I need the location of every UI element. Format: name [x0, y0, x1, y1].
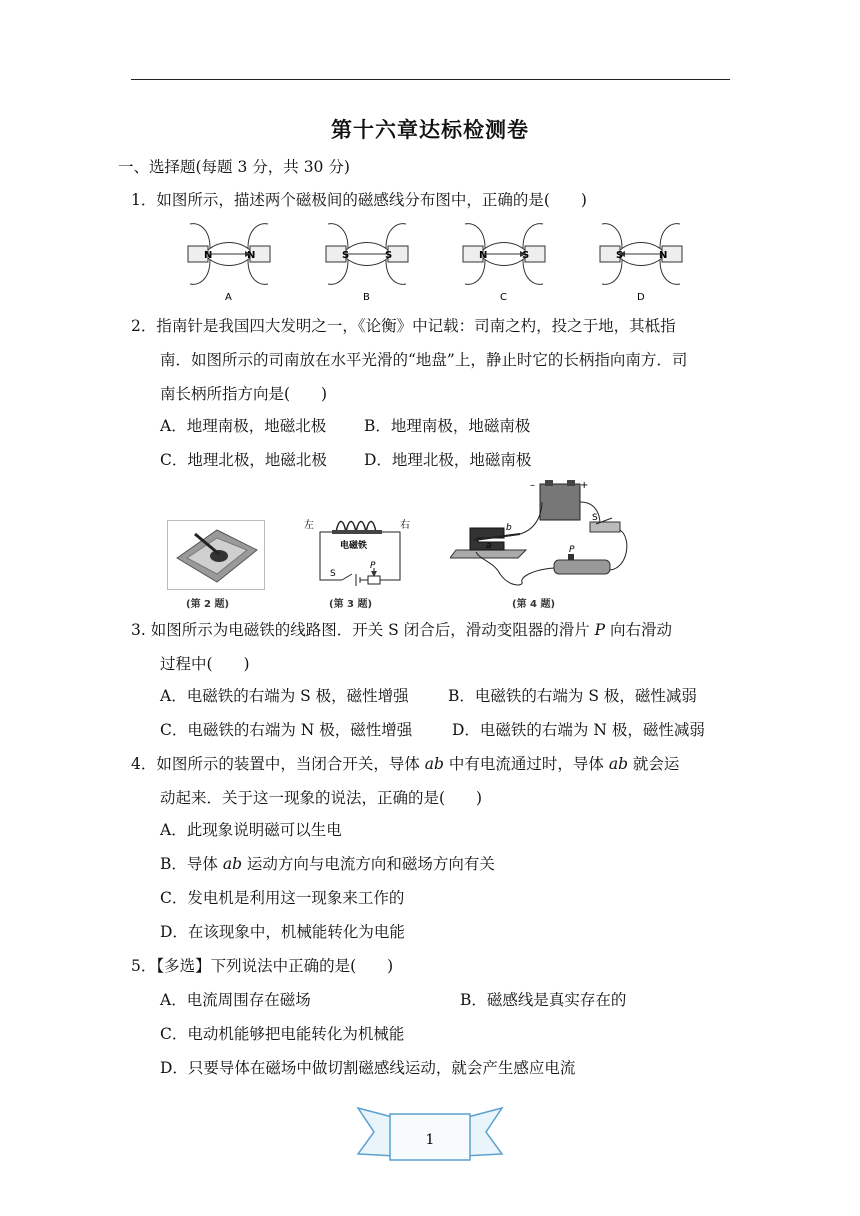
magnet-diagram-d — [600, 224, 682, 303]
q3-stem-line1: 3. 如图所示为电磁铁的线路图．开关 S 闭合后，滑动变阻器的滑片 P 向右滑动 — [131, 621, 672, 639]
magnet-d-left-pole: S — [616, 250, 624, 261]
q4-option-c: C．发电机是利用这一现象来工作的 — [160, 889, 405, 907]
q2-option-c: C．地理北极，地磁北极 — [160, 451, 327, 469]
option-b-label: B — [363, 292, 370, 303]
option-c-label: C — [500, 292, 507, 303]
q2-figure-caption: (第 2 题) — [186, 599, 230, 610]
q2-option-b: B．地理南极，地磁南极 — [364, 417, 531, 435]
q5-option-d: D．只要导体在磁场中做切割磁感线运动，就会产生感应电流 — [160, 1059, 576, 1077]
q4-option-a: A．此现象说明磁可以生电 — [160, 821, 342, 839]
q3-figure-caption: (第 3 题) — [329, 599, 373, 610]
q4-stem-line1: 4．如图所示的装置中，当闭合开关，导体 ab 中有电流通过时，导体 ab 就会运 — [131, 755, 680, 773]
q3-option-a: A．电磁铁的右端为 S 极，磁性增强 — [160, 687, 409, 705]
option-a-label: A — [225, 292, 232, 303]
q2-option-a: A．地理南极，地磁北极 — [160, 417, 327, 435]
q5-stem: 5．【多选】下列说法中正确的是( ) — [131, 957, 394, 975]
battery-plus: + — [580, 480, 589, 491]
q3-option-c: C．电磁铁的右端为 N 极，磁性增强 — [160, 721, 413, 739]
section-heading: 一、选择题(每题 3 分，共 30 分) — [118, 158, 350, 176]
q2-stem-line1: 2．指南针是我国四大发明之一，《论衡》中记载：司南之杓，投之于地，其柢指 — [131, 317, 676, 335]
q4-rod-b: b — [506, 523, 512, 533]
q3-option-d: D．电磁铁的右端为 N 极，磁性减弱 — [452, 721, 705, 739]
magnet-a-right-pole: N — [247, 250, 256, 261]
q3-circuit-figure — [302, 514, 414, 594]
q3-core-label: 电磁铁 — [340, 541, 368, 551]
q1-stem: 1．如图所示，描述两个磁极间的磁感线分布图中，正确的是( ) — [131, 191, 587, 209]
q4-rod-a: a — [486, 541, 492, 551]
q3-stem-line2: 过程中( ) — [160, 655, 250, 673]
q2-stem-line2: 南．如图所示的司南放在水平光滑的“地盘”上，静止时它的长柄指向南方．司 — [160, 351, 688, 369]
magnet-c-right-pole: S — [522, 250, 530, 261]
magnet-diagram-a — [188, 224, 270, 303]
q2-sinan-figure — [167, 520, 265, 590]
q2-option-d: D．地理北极，地磁南极 — [364, 451, 532, 469]
q3-switch-label: S — [330, 569, 336, 579]
magnet-a-left-pole: N — [204, 250, 213, 261]
page-number-ribbon — [356, 1104, 504, 1164]
q4-option-b: B．导体 ab 运动方向与电流方向和磁场方向有关 — [160, 855, 495, 873]
q4-stem-line2: 动起来．关于这一现象的说法，正确的是( ) — [160, 789, 483, 807]
q4-option-d: D．在该现象中，机械能转化为电能 — [160, 923, 405, 941]
q4-slider-label: P — [569, 545, 575, 555]
magnet-b-left-pole: S — [342, 250, 350, 261]
q3-right-label: 右 — [400, 520, 410, 531]
magnet-c-left-pole: N — [479, 250, 488, 261]
header-rule — [131, 79, 730, 80]
q2-stem-line3: 南长柄所指方向是( ) — [160, 385, 328, 403]
q4-switch-label: S — [592, 513, 598, 523]
q3-var-p: P — [594, 621, 606, 639]
magnet-diagram-c — [463, 224, 545, 303]
option-d-label: D — [637, 292, 645, 303]
battery-minus: – — [530, 480, 535, 491]
q3-option-b: B．电磁铁的右端为 S 极，磁性减弱 — [448, 687, 697, 705]
magnet-b-right-pole: S — [385, 250, 393, 261]
q4-apparatus-figure — [450, 478, 640, 592]
q3-slider-label: P — [370, 561, 376, 571]
q1-figure — [180, 218, 690, 306]
magnet-d-right-pole: N — [659, 250, 668, 261]
page-title: 第十六章达标检测卷 — [331, 118, 529, 142]
magnet-diagram-b — [326, 224, 408, 303]
q3-left-label: 左 — [304, 520, 314, 531]
q5-option-c: C．电动机能够把电能转化为机械能 — [160, 1025, 405, 1043]
q5-option-a: A．电流周围存在磁场 — [160, 991, 311, 1009]
q5-option-b: B．磁感线是真实存在的 — [460, 991, 627, 1009]
page-number: 1 — [425, 1132, 435, 1148]
q4-figure-caption: (第 4 题) — [512, 599, 556, 610]
